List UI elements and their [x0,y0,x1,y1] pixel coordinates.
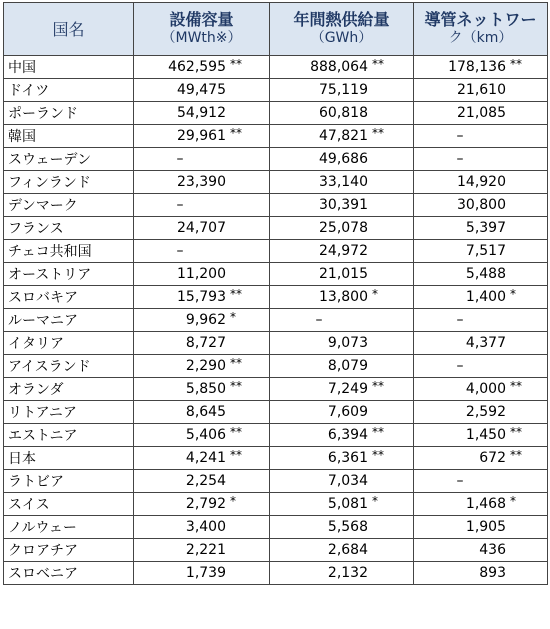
heat-supply-cell [270,516,414,539]
table-row [4,148,548,171]
capacity-cell [134,217,270,240]
country-cell: ラトビア [4,470,134,493]
network-cell [414,401,548,424]
capacity-cell-value: 5,850 [185,381,226,397]
heat-supply-cell-value: 47,821 [319,128,368,144]
capacity-cell-value: 2,254 [185,473,226,489]
heat-supply-cell-value: 25,078 [319,220,368,236]
heat-supply-cell-value: 7,034 [327,473,368,489]
network-cell-value: 4,000 [465,381,506,397]
capacity-cell [134,424,270,447]
network-cell-value: 7,517 [465,243,506,259]
network-cell-value: 436 [479,542,506,558]
capacity-cell [134,332,270,355]
capacity-cell-value: 2,290 [185,358,226,374]
capacity-cell [134,516,270,539]
heat-supply-cell-value: 6,361 [327,450,368,466]
capacity-cell-value: 462,595 [168,59,226,75]
capacity-cell-value: 54,912 [177,105,226,121]
heat-supply-cell-value: 24,972 [319,243,368,259]
table-row [4,562,548,585]
table-row [4,378,548,401]
capacity-cell [134,171,270,194]
capacity-cell-value: 8,645 [185,404,226,420]
network-cell-value: 5,397 [465,220,506,236]
capacity-cell [134,539,270,562]
capacity-cell [134,493,270,516]
network-cell-value: 893 [479,565,506,581]
network-cell-note-mark: ** [510,379,522,393]
network-cell-value: 14,920 [457,174,506,190]
capacity-header-title: 設備容量 [169,10,234,29]
district-heating-table [3,2,548,585]
heat-supply-cell [270,539,414,562]
network-cell [414,217,548,240]
capacity-header-unit: （MWth※） [161,30,242,46]
heat-supply-cell [270,194,414,217]
heat-supply-cell-value: 9,073 [327,335,368,351]
heat-supply-cell [270,424,414,447]
heat-supply-cell-value: 6,394 [327,427,368,443]
network-cell [414,470,548,493]
table-row [4,309,548,332]
heat-supply-cell-note-mark: ** [372,126,384,140]
table-row [4,125,548,148]
heat-supply-cell [270,286,414,309]
country-cell: デンマーク [4,194,134,217]
heat-supply-cell-note-mark: ** [372,448,384,462]
capacity-cell [134,378,270,401]
capacity-cell-value: 4,241 [185,450,226,466]
network-cell [414,516,548,539]
capacity-cell-note-mark: ** [230,287,242,301]
capacity-cell-note-mark: ** [230,57,242,71]
heat-supply-cell [270,217,414,240]
capacity-header [134,3,270,56]
table-row [4,447,548,470]
network-cell [414,493,548,516]
capacity-cell [134,79,270,102]
network-cell-value: – [456,312,464,328]
capacity-cell-note-mark: * [230,494,236,508]
network-cell [414,240,548,263]
country-header: 国名 [4,3,134,56]
capacity-cell [134,240,270,263]
table-row [4,355,548,378]
country-cell: ドイツ [4,79,134,102]
heat-supply-cell-value: 21,015 [319,266,368,282]
heat-supply-cell [270,240,414,263]
country-cell: スロバキア [4,286,134,309]
capacity-cell-value: 2,792 [185,496,226,512]
table-row [4,470,548,493]
network-cell-value: 1,400 [465,289,506,305]
network-cell-value: – [456,151,464,167]
capacity-cell-value: – [176,151,184,167]
capacity-cell [134,263,270,286]
network-cell-note-mark: * [510,287,516,301]
heat-supply-cell [270,79,414,102]
network-cell [414,171,548,194]
heat-supply-cell-value: 75,119 [319,82,368,98]
network-cell [414,309,548,332]
heat-supply-cell [270,125,414,148]
country-cell: ポーランド [4,102,134,125]
heat-supply-cell-value: 49,686 [319,151,368,167]
network-cell [414,539,548,562]
heat-supply-cell-value: 30,391 [319,197,368,213]
capacity-cell [134,148,270,171]
heat-supply-cell [270,56,414,79]
network-cell [414,286,548,309]
network-cell-note-mark: ** [510,425,522,439]
capacity-cell-value: 5,406 [185,427,226,443]
heat-supply-cell-value: 33,140 [319,174,368,190]
header-row [4,3,548,56]
heat-supply-cell [270,355,414,378]
heat-supply-cell [270,263,414,286]
capacity-cell-note-mark: ** [230,126,242,140]
country-cell: イタリア [4,332,134,355]
table-row [4,263,548,286]
network-cell [414,562,548,585]
capacity-cell [134,355,270,378]
heat-supply-cell-value: 8,079 [327,358,368,374]
capacity-cell-note-mark: ** [230,356,242,370]
heat-supply-cell [270,378,414,401]
country-cell: 韓国 [4,125,134,148]
country-cell: アイスランド [4,355,134,378]
heat-supply-cell-note-mark: ** [372,379,384,393]
network-cell-note-mark: ** [510,57,522,71]
heat-supply-header-title: 年間熱供給量 [293,10,390,29]
network-cell [414,447,548,470]
capacity-cell-value: – [176,243,184,259]
capacity-cell-value: 29,961 [177,128,226,144]
capacity-cell-value: 2,221 [185,542,226,558]
network-cell [414,424,548,447]
network-cell-value: 178,136 [448,59,506,75]
network-cell-value: 672 [479,450,506,466]
heat-supply-cell-value: – [315,312,323,328]
network-header-title: 導管ネットワー [424,10,537,29]
country-cell: ノルウェー [4,516,134,539]
network-cell-value: 4,377 [465,335,506,351]
capacity-cell-value: 11,200 [177,266,226,282]
heat-supply-cell [270,401,414,424]
table-body [4,56,548,585]
network-cell [414,263,548,286]
heat-supply-cell [270,447,414,470]
capacity-cell-value: – [176,197,184,213]
capacity-cell [134,56,270,79]
capacity-cell [134,470,270,493]
heat-supply-cell [270,171,414,194]
heat-supply-cell-note-mark: * [372,287,378,301]
heat-supply-cell [270,102,414,125]
country-cell: フランス [4,217,134,240]
network-cell-value: 2,592 [465,404,506,420]
heat-supply-cell [270,148,414,171]
heat-supply-cell-value: 5,081 [327,496,368,512]
table-row [4,424,548,447]
capacity-cell-note-mark: ** [230,425,242,439]
network-cell-value: – [456,128,464,144]
network-cell [414,148,548,171]
country-cell: リトアニア [4,401,134,424]
table-row [4,102,548,125]
table-row [4,401,548,424]
capacity-cell-value: 49,475 [177,82,226,98]
heat-supply-cell [270,493,414,516]
country-cell: 中国 [4,56,134,79]
capacity-cell-value: 24,707 [177,220,226,236]
capacity-cell-value: 9,962 [185,312,226,328]
network-cell [414,125,548,148]
table-row [4,79,548,102]
country-cell: ルーマニア [4,309,134,332]
network-cell-value: 30,800 [457,197,506,213]
network-cell [414,102,548,125]
capacity-cell [134,194,270,217]
table-row [4,539,548,562]
heat-supply-cell-value: 5,568 [327,519,368,535]
network-cell [414,355,548,378]
capacity-cell-note-mark: ** [230,448,242,462]
table-row [4,194,548,217]
table-row [4,240,548,263]
network-header-unit: ク（km） [448,30,513,46]
capacity-cell-value: 15,793 [177,289,226,305]
network-cell-note-mark: ** [510,448,522,462]
heat-supply-cell-note-mark: ** [372,425,384,439]
country-cell: フィンランド [4,171,134,194]
country-cell: クロアチア [4,539,134,562]
heat-supply-cell [270,562,414,585]
country-cell: チェコ共和国 [4,240,134,263]
network-cell-value: 21,085 [457,105,506,121]
country-cell: スロベニア [4,562,134,585]
heat-supply-cell [270,470,414,493]
table-row [4,56,548,79]
capacity-cell [134,562,270,585]
country-cell: スイス [4,493,134,516]
capacity-cell-value: 3,400 [185,519,226,535]
network-cell [414,56,548,79]
network-cell-value: 5,488 [465,266,506,282]
network-cell-value: – [456,473,464,489]
heat-supply-cell-value: 7,609 [327,404,368,420]
table-row [4,493,548,516]
network-cell [414,378,548,401]
heat-supply-cell-note-mark: * [372,494,378,508]
capacity-cell [134,125,270,148]
capacity-cell [134,401,270,424]
capacity-cell-note-mark: * [230,310,236,324]
capacity-cell-note-mark: ** [230,379,242,393]
capacity-cell [134,102,270,125]
network-cell-note-mark: * [510,494,516,508]
network-cell-value: 21,610 [457,82,506,98]
table-row [4,516,548,539]
capacity-cell [134,447,270,470]
country-cell: スウェーデン [4,148,134,171]
country-cell: 日本 [4,447,134,470]
network-cell-value: 1,450 [465,427,506,443]
heat-supply-cell-note-mark: ** [372,57,384,71]
heat-supply-cell-value: 2,132 [327,565,368,581]
heat-supply-cell [270,309,414,332]
table-row [4,332,548,355]
heat-supply-cell-value: 2,684 [327,542,368,558]
network-header [414,3,548,56]
table-row [4,217,548,240]
network-cell [414,332,548,355]
heat-supply-header-unit: （GWh） [310,30,373,46]
country-cell: オーストリア [4,263,134,286]
country-cell: エストニア [4,424,134,447]
heat-supply-cell [270,332,414,355]
country-cell: オランダ [4,378,134,401]
capacity-cell-value: 8,727 [185,335,226,351]
table-row [4,286,548,309]
capacity-cell-value: 1,739 [185,565,226,581]
network-cell-value: 1,468 [465,496,506,512]
network-cell-value: 1,905 [465,519,506,535]
capacity-cell [134,286,270,309]
heat-supply-cell-value: 13,800 [319,289,368,305]
heat-supply-cell-value: 888,064 [310,59,368,75]
heat-supply-cell-value: 60,818 [319,105,368,121]
capacity-cell-value: 23,390 [177,174,226,190]
network-cell [414,194,548,217]
table-row [4,171,548,194]
heat-supply-header [270,3,414,56]
capacity-cell [134,309,270,332]
network-cell-value: – [456,358,464,374]
heat-supply-cell-value: 7,249 [327,381,368,397]
network-cell [414,79,548,102]
